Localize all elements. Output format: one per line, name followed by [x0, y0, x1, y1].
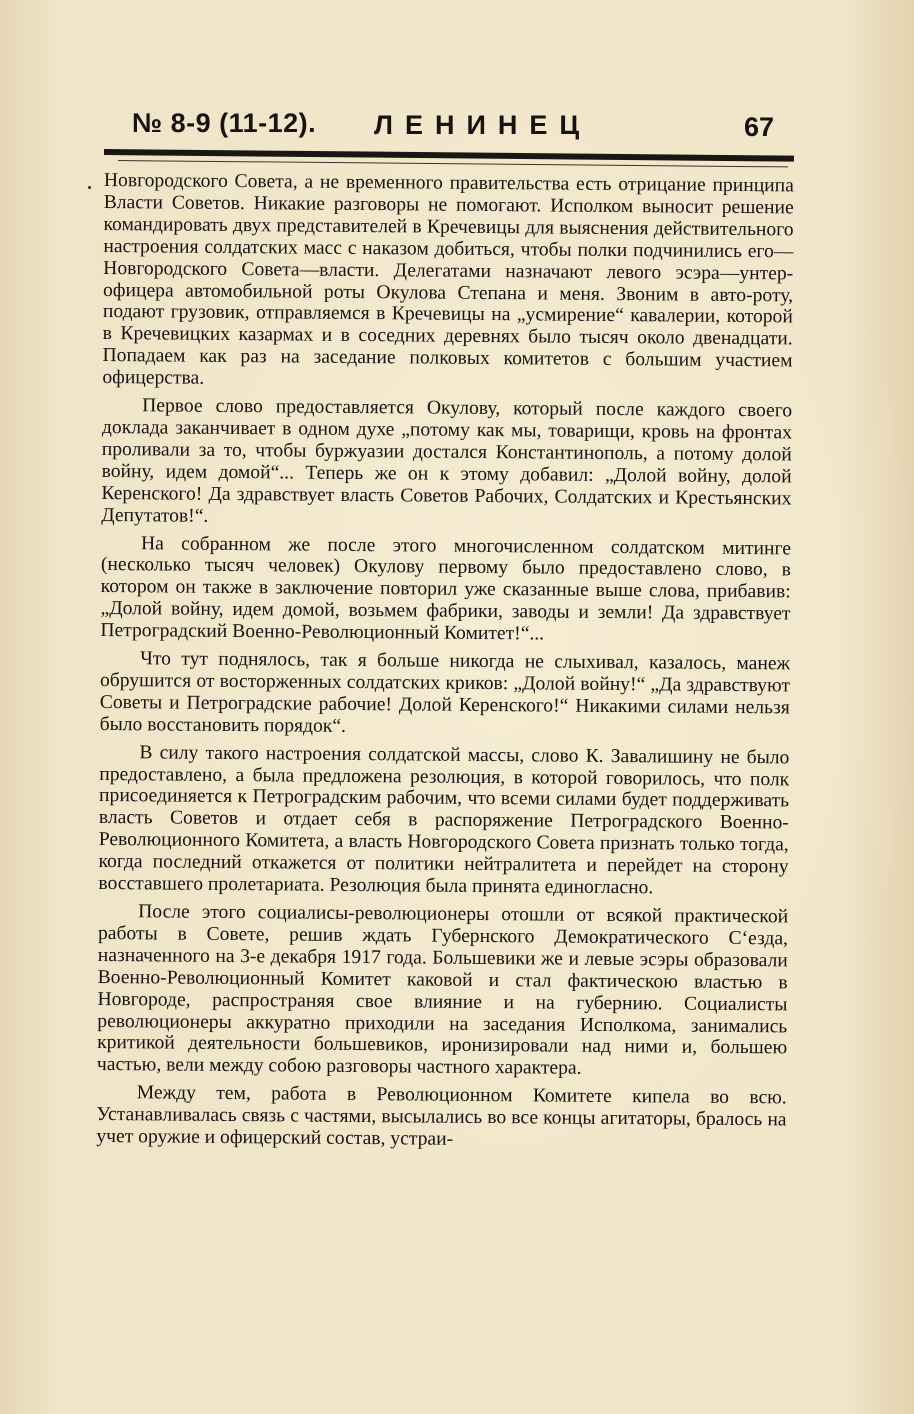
paragraph-continuation: Новгородского Совета, а не временного правительства есть отрицание принципа Власти Советов. Никакие разговоры не помогают. Исполком выносит решение командировать двух представителей в Кречевицы для выяснения действительного настроения солдатских масс с наказом добиться, чтобы полки подчинились его— Новгородского Совета—власти. Делегатами назначают левого эсэра—унтер-офицера автомобильной роты Окулова Степана и меня. Звоним в авто-роту, подают грузовик, отправляемся в Кречевицы на „усмирение“ кавалерии, которой в Кречевицких казармах и в соседних деревнях было тысяч около двенадцати. Попадаем как раз на заседание полковых комитетов с большим участием офицерства. [102, 170, 794, 389]
margin-speck [88, 186, 91, 189]
article-body [96, 170, 794, 1159]
journal-title: ЛЕНИНЕЦ [374, 110, 592, 140]
paragraph: После этого социалисы-революционеры отошли от всякой практической работы в Совете, решив ждать Губернского Демократического С‘езда, назначенного на 3-е декабря 1917 года. Большевики же и левые эсэры образовали Военно-Революционный Комитет каковой и стал фактическою властью в Новгороде, распространяя свое влияние и на губернию. Социалисты революционеры аккуратно приходили на заседания Исполкома, занимались критикой деятельности большевиков, иронизировали над ними и, большею частью, вели между собою разговоры частного характера. [96, 901, 789, 1080]
header-rule-thin [118, 160, 788, 167]
paragraph: Первое слово предоставляется Окулову, который после каждого своего доклада заканчивает в одном духе „потому как мы, товарищи, кровь на фронтах проливали за то, чтобы буржуазии достался Константинополь, а потому долой войну, идем домой“... Теперь же он к этому добавил: „Долой войну, долой Керенского! Да здравствует власть Советов Рабочих, Солдатских и Крестьянских Депутатов!“. [101, 395, 793, 527]
page-number: 67 [743, 112, 774, 142]
paragraph: В силу такого настроения солдатской массы, слово К. Завалишину не было предоставлено, а была предложена резолюция, в которой говорилось, что полк присоединяется к Петроградским рабочим, что всеми силами будет поддерживать власть Советов и отдает себя в распоряжение Петроградского Военно-Революционного Комитета, а власть Новгородского Совета признать только тогда, когда последний откажется от политики нейтралитета и перейдет на сторону восставшего пролетариата. Резолюция была принята единогласно. [98, 741, 790, 899]
paragraph: Между тем, работа в Революционном Комитете кипела во всю. Устанавливалась связь с частями, высылались во все концы агитаторы, бралось на учет оружие и офицерский состав, устраи- [96, 1082, 787, 1150]
paragraph: Что тут поднялось, так я больше никогда не слыхивал, казалось, манеж обрушится от восторженных солдатских криков: „Долой войну!“ „Да здравствуют Советы и Петроградские рабочие! Долой Керенского!“ Никакими силами нельзя было восстановить порядок“. [99, 648, 791, 737]
paragraph: На собранном же после этого многочисленном солдатском митинге (несколько тысяч человек) Окулову первому было предоставлено слово, в котором он также в заключение повторил уже сказанные выше слова, прибавив: „Долой войну, идем домой, возьмем фабрики, заводы и земли! Да здравствует Петроградский Военно-Революционный Комитет!“... [100, 532, 792, 645]
page-header [132, 108, 772, 152]
issue-number: № 8-9 (11-12). [132, 108, 317, 138]
